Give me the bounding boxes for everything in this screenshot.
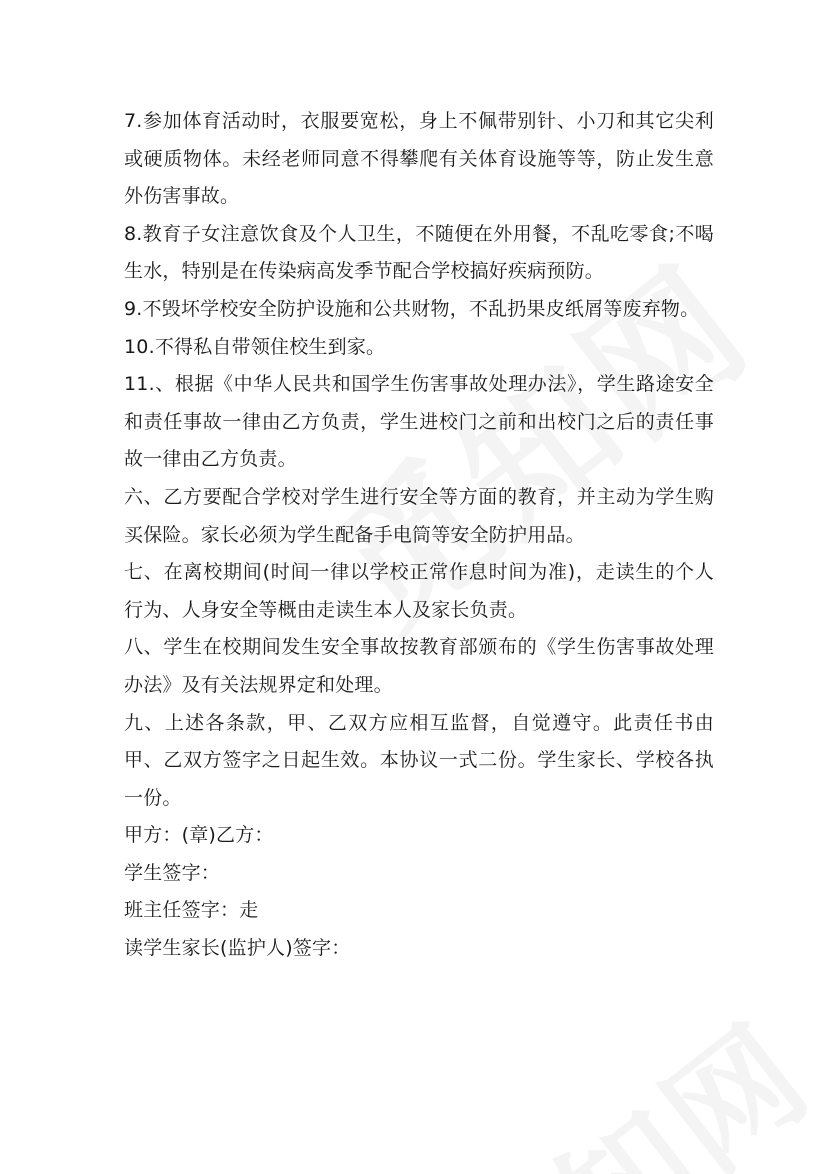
- section-eight: 八、学生在校期间发生安全事故按教育部颁布的《学生伤害事故处理办法》及有关法规界定和处理。: [124, 636, 714, 696]
- clause-10: 10.不得私自带领住校生到家。: [124, 335, 386, 358]
- clause-11: 11.、根据《中华人民共和国学生伤害事故处理办法》，学生路途安全和责任事故一律由乙方负责，学生进校门之前和出校门之后的责任事故一律由乙方负责。: [124, 373, 714, 471]
- section-nine: 九、上述各条款，甲、乙双方应相互监督，自觉遵守。此责任书由甲、乙双方签字之日起生效。本协议一式二份。学生家长、学校各执一份。: [124, 711, 714, 809]
- clause-8: 8.教育子女注意饮食及个人卫生，不随便在外用餐，不乱吃零食;不喝生水，特别是在传染病高发季节配合学校搞好疾病预防。: [124, 222, 714, 283]
- section-seven: 七、在离校期间(时间一律以学校正常作息时间为准)，走读生的个人行为、人身安全等概由走读生本人及家长负责。: [124, 561, 714, 621]
- party-signature-line: 甲方：(章)乙方：: [124, 824, 274, 847]
- document-body: [124, 103, 714, 968]
- clause-9: 9.不毁坏学校安全防护设施和公共财物，不乱扔果皮纸屑等废弃物。: [124, 297, 700, 320]
- watermark: [406, 974, 830, 1174]
- clause-7: 7.参加体育活动时，衣服要宽松，身上不佩带别针、小刀和其它尖利或硬质物体。未经老师同意不得攀爬有关体育设施等等，防止发生意外伤害事故。: [124, 110, 714, 208]
- section-six: 六、乙方要配合学校对学生进行安全等方面的教育，并主动为学生购买保险。家长必须为学生配备手电筒等安全防护用品。: [124, 485, 714, 546]
- teacher-signature-line: 班主任签字：走: [124, 899, 259, 922]
- guardian-signature-line: 读学生家长(监护人)签字：: [124, 937, 351, 960]
- student-signature-line: 学生签字：: [124, 861, 221, 884]
